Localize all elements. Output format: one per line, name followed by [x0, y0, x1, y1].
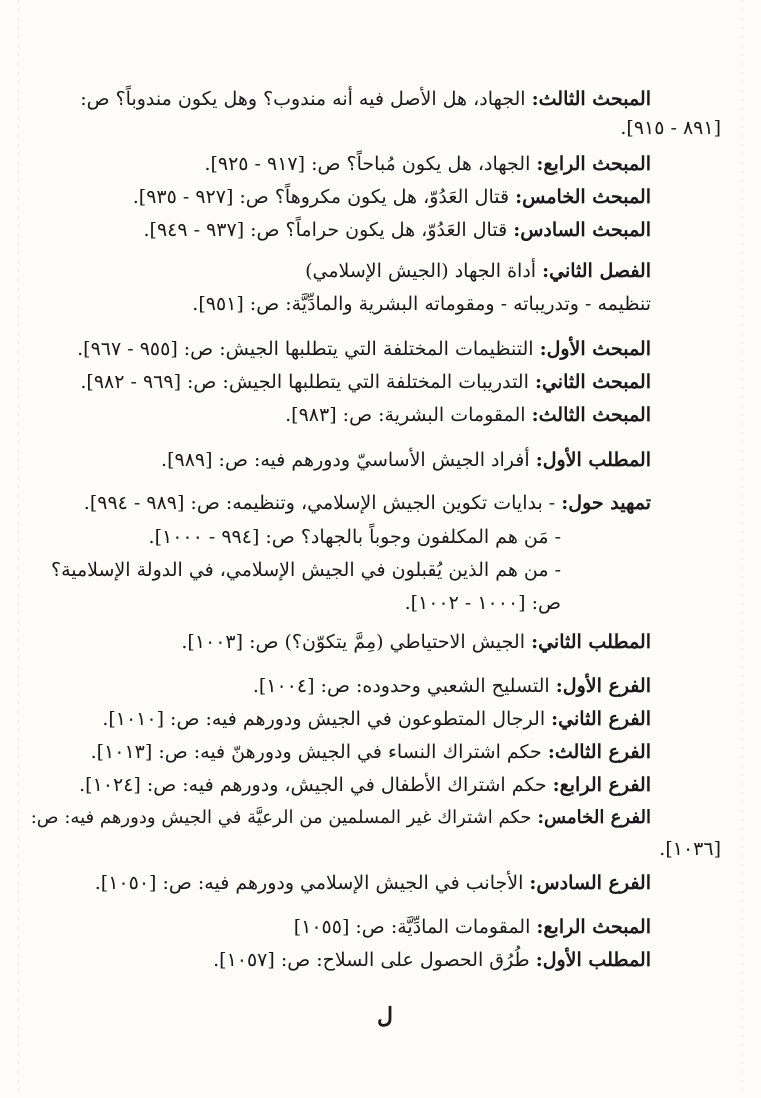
toc-subitem: - مَن هم المكلفون وجوباً بالجهاد؟ ص: [٩٩٤ - ١٠٠٠]. — [148, 526, 561, 548]
toc-line: المطلب الأول: طُرُق الحصول على السلاح: ص: [١٠٥٧]. — [213, 949, 651, 971]
toc-line: المبحث الخامس: قتال العَدُوّ، هل يكون مكروهاً؟ ص: [٩٢٧ - ٩٣٥]. — [132, 186, 651, 208]
toc-line: المبحث الأول: التنظيمات المختلفة التي يتطلبها الجيش: ص: [٩٥٥ - ٩٦٧]. — [77, 338, 651, 360]
toc-line: المبحث الثالث: الجهاد، هل الأصل فيه أنه مندوب؟ وهل يكون مندوباً؟ ص: — [80, 88, 651, 110]
toc-line: المبحث الرابع: الجهاد، هل يكون مُباحاً؟ ص: [٩١٧ - ٩٢٥]. — [204, 153, 651, 175]
page-number: ل — [377, 1003, 393, 1029]
toc-line: المبحث الرابع: المقومات المادِّيَّة: ص: [١٠٥٥] — [293, 916, 651, 938]
toc-line: الفرع الرابع: حكم اشتراك الأطفال في الجيش، ودورهم فيه: ص: [١٠٢٤]. — [79, 774, 651, 796]
toc-line: المطلب الأول: أفراد الجيش الأساسيّ ودورهم فيه: ص: [٩٨٩]. — [161, 449, 651, 471]
toc-line: الفرع الثاني: الرجال المتطوعون في الجيش ودورهم فيه: ص: [١٠١٠]. — [102, 708, 651, 730]
toc-line: المبحث السادس: قتال العَدُوّ، هل يكون حراماً؟ ص: [٩٣٧ - ٩٤٩]. — [143, 219, 651, 241]
toc-line: الفرع السادس: الأجانب في الجيش الإسلامي ودورهم فيه: ص: [١٠٥٠]. — [94, 872, 651, 894]
toc-line: الفرع الأول: التسليح الشعبي وحدوده: ص: [١٠٠٤]. — [252, 675, 651, 697]
chapter-heading: الفصل الثاني: أداة الجهاد (الجيش الإسلامي) — [305, 260, 651, 282]
toc-line: الفرع الخامس: حكم اشتراك غير المسلمين من الرعيَّة في الجيش ودورهم فيه: ص: — [30, 807, 651, 828]
toc-subitem: - من هم الذين يُقبلون في الجيش الإسلامي، في الدولة الإسلامية؟ — [51, 559, 561, 581]
toc-line-continuation: [١٠٣٦]. — [659, 838, 721, 860]
toc-line-continuation: [٨٩١ - ٩١٥]. — [620, 117, 721, 139]
toc-line: الفرع الثالث: حكم اشتراك النساء في الجيش ودورهنّ فيه: ص: [١٠١٣]. — [90, 741, 651, 763]
toc-line: المبحث الثاني: التدريبات المختلفة التي يتطلبها الجيش: ص: [٩٦٩ - ٩٨٢]. — [80, 371, 651, 393]
toc-line: تمهيد حول: - بدايات تكوين الجيش الإسلامي، وتنظيمه: ص: [٩٨٩ - ٩٩٤]. — [83, 492, 651, 514]
toc-subitem-continuation: ص: [١٠٠٠ - ١٠٠٢]. — [404, 592, 561, 614]
toc-line: المبحث الثالث: المقومات البشرية: ص: [٩٨٣]. — [285, 404, 651, 426]
toc-line: المطلب الثاني: الجيش الاحتياطي (مِمَّ يتكوّن؟) ص: [١٠٠٣]. — [181, 631, 651, 653]
chapter-subtitle: تنظيمه - وتدريباته - ومقوماته البشرية والمادِّيَّة: ص: [٩٥١]. — [192, 293, 651, 315]
